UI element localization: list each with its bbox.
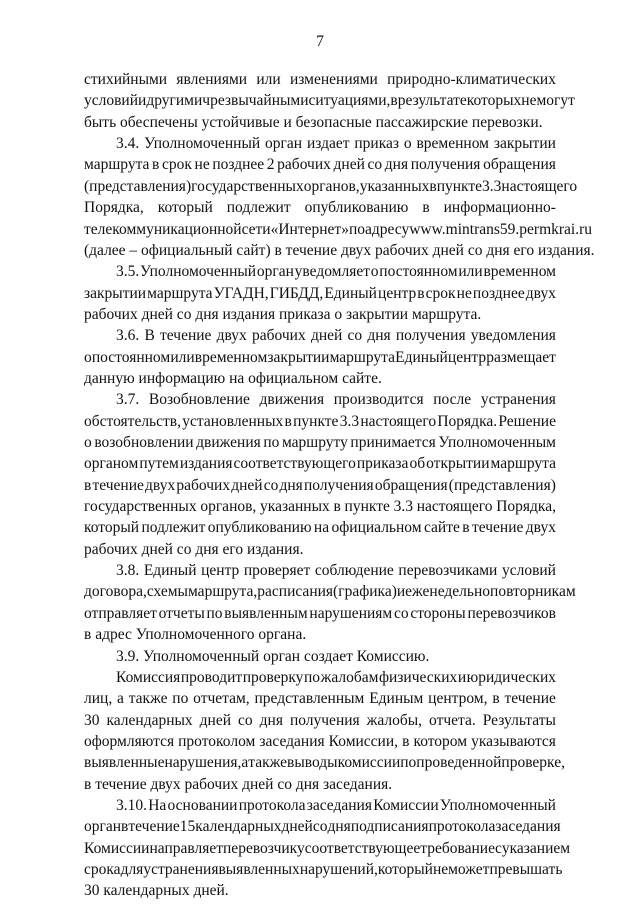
text-line: срока для устранения выявленных нарушений, который не может превышать bbox=[84, 861, 563, 878]
text-line: 3.4. Уполномоченный орган издает приказ о временном закрытии bbox=[116, 135, 556, 153]
text-line: рабочих дней со дня его издания. bbox=[84, 540, 304, 558]
text-line: стихийными явлениями или изменениями природно-климатических bbox=[84, 71, 556, 88]
text-line: 30 календарных дней. bbox=[84, 882, 229, 900]
text-line: обстоятельств, установленных в пункте 3.3 настоящего Порядка. Решение bbox=[84, 412, 556, 430]
text-line: Комиссии направляет перевозчику соответствующее требование с указанием bbox=[84, 839, 571, 857]
text-line: органом путем издания соответствующего приказа об открытии маршрута bbox=[84, 455, 556, 473]
text-line: в адрес Уполномоченного органа. bbox=[84, 626, 307, 644]
text-line: о возобновлении движения по маршруту принимается Уполномоченным bbox=[84, 434, 556, 451]
text-line: 3.10. На основании протокола заседания Комиссии Уполномоченный bbox=[116, 796, 556, 814]
text-line: орган в течение 15 календарных дней со дня подписания протокола заседания bbox=[84, 818, 561, 836]
text-line: 3.5. Уполномоченный орган уведомляет о постоянном или временном bbox=[116, 263, 556, 281]
text-line: быть обеспечены устойчивые и безопасные пассажирские перевозки. bbox=[84, 113, 543, 131]
text-line: 30 календарных дней со дня получения жалобы, отчета. Результаты bbox=[84, 711, 556, 729]
text-line: Комиссия проводит проверку по жалобам физических и юридических bbox=[116, 668, 556, 686]
text-line: оформляются протоколом заседания Комиссии, в котором указываются bbox=[84, 732, 556, 750]
text-line: условий и другими чрезвычайными ситуациями, в результате которых не могут bbox=[84, 92, 575, 110]
text-line: 3.6. В течение двух рабочих дней со дня получения уведомления bbox=[116, 327, 556, 345]
text-line: (представления) государственных органов, указанных в пункте 3.3 настоящего bbox=[84, 177, 578, 195]
text-line: выявленные нарушения, а также выводы комиссии по проведенной проверке, bbox=[84, 754, 565, 772]
text-line: лиц, а также по отчетам, представленным Единым центром, в течение bbox=[84, 690, 556, 708]
text-line: о постоянном или временном закрытии маршрута Единый центр размещает bbox=[84, 348, 556, 366]
text-line: который подлежит опубликованию на официальном сайте в течение двух bbox=[84, 519, 556, 537]
text-line: Порядка, который подлежит опубликованию в информационно- bbox=[84, 199, 556, 217]
text-line: государственных органов, указанных в пункте 3.3 настоящего Порядка, bbox=[84, 498, 556, 515]
text-line: маршрута в срок не позднее 2 рабочих дней со дня получения обращения bbox=[84, 156, 556, 174]
text-line: 3.9. Уполномоченный орган создает Комиссию. bbox=[116, 647, 430, 665]
text-line: в течение двух рабочих дней со дня заседания. bbox=[84, 775, 393, 793]
text-line: 3.8. Единый центр проверяет соблюдение перевозчиками условий bbox=[116, 562, 556, 579]
text-line: в течение двух рабочих дней со дня получения обращения (представления) bbox=[84, 476, 556, 494]
text-line: 3.7. Возобновление движения производится после устранения bbox=[116, 391, 556, 409]
page-number: 7 bbox=[316, 33, 324, 50]
text-line: закрытии маршрута УГАДН, ГИБДД, Единый центр в срок не позднее двух bbox=[84, 284, 556, 302]
text-line: отправляет отчеты по выявленным нарушениям со стороны перевозчиков bbox=[84, 604, 556, 622]
text-line: данную информацию на официальном сайте. bbox=[84, 369, 382, 387]
text-line: рабочих дней со дня издания приказа о закрытии маршрута. bbox=[84, 305, 482, 323]
text-line: телекоммуникационной сети «Интернет» по адресу www.mintrans59.permkrai.ru bbox=[84, 220, 593, 238]
text-line: (далее – официальный сайт) в течение двух рабочих дней со дня его издания. bbox=[84, 241, 595, 259]
text-line: договора, схемы маршрута, расписания (графика) и еженедельно по вторникам bbox=[84, 583, 576, 601]
